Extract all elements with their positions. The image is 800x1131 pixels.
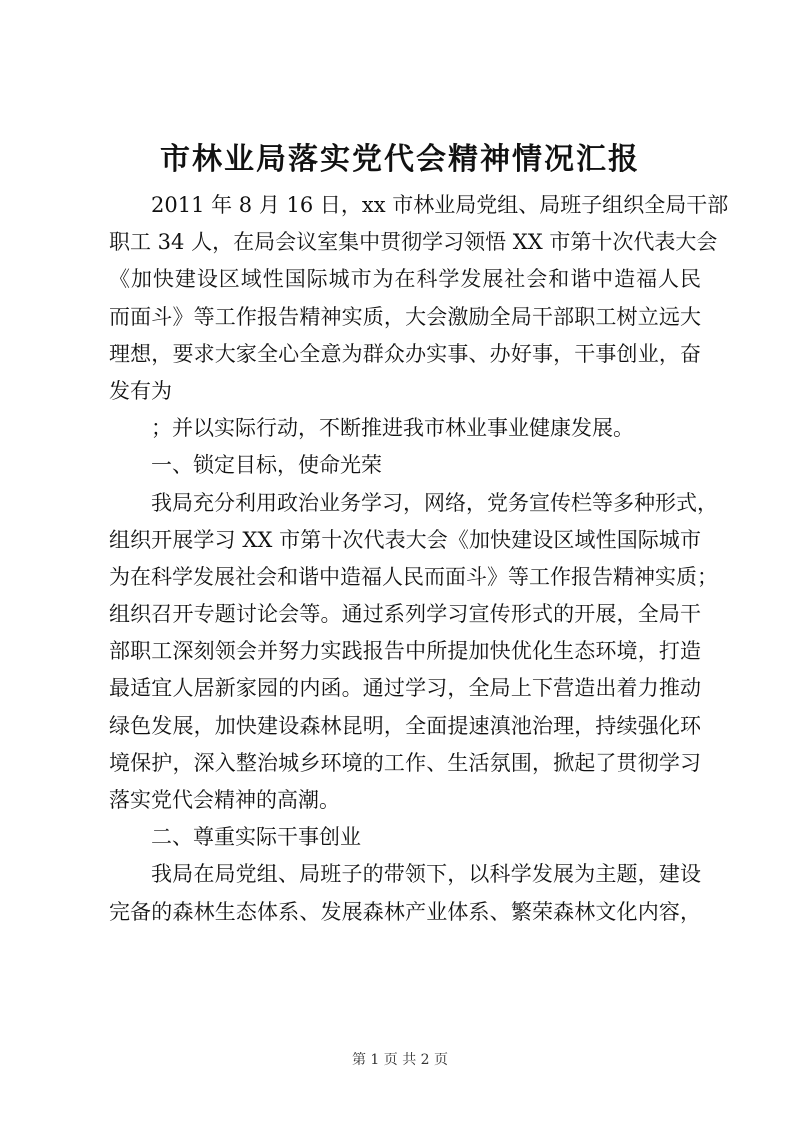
paragraph-line: 而面斗》等工作报告精神实质，大会激励全局干部职工树立远大 <box>109 304 701 329</box>
paragraph-line: 境保护，深入整治城乡环境的工作、生活氛围，掀起了贯彻学习 <box>109 750 701 775</box>
document-body <box>109 187 729 931</box>
paragraph-line: 2011 年 8 月 16 日，xx 市林业局党组、局班子组织全局干部 <box>151 193 729 217</box>
paragraph-line: 最适宜人居新家园的内函。通过学习，全局上下营造出着力推动 <box>109 676 701 701</box>
document-title: 市林业局落实党代会精神情况汇报 <box>160 142 640 177</box>
paragraph-line: 完备的森林生态体系、发展森林产业体系、繁荣森林文化内容， <box>109 899 701 924</box>
paragraph-line: 组织开展学习 XX 市第十次代表大会《加快建设区域性国际城市 <box>109 527 701 552</box>
paragraph-line: 《加快建设区域性国际城市为在科学发展社会和谐中造福人民 <box>109 267 701 292</box>
paragraph-line: 我局充分利用政治业务学习，网络，党务宣传栏等多种形式， <box>151 490 718 515</box>
paragraph-line: 我局在局党组、局班子的带领下，以科学发展为主题，建设 <box>151 862 701 887</box>
section-heading: 二、尊重实际干事创业 <box>151 825 361 850</box>
section-heading: 一、锁定目标，使命光荣 <box>151 453 382 478</box>
paragraph-line: 职工 34 人，在局会议室集中贯彻学习领悟 XX 市第十次代表大会 <box>109 230 718 255</box>
paragraph-line: 组织召开专题讨论会等。通过系列学习宣传形式的开展，全局干 <box>109 602 701 627</box>
paragraph-line: 为在科学发展社会和谐中造福人民而面斗》等工作报告精神实质； <box>109 564 718 589</box>
paragraph-line: 绿色发展，加快建设森林昆明，全面提速滇池治理，持续强化环 <box>109 713 701 738</box>
page-footer: 第 1 页 共 2 页 <box>351 1052 449 1068</box>
paragraph-line: 落实党代会精神的高潮。 <box>109 788 340 812</box>
paragraph-line: 部职工深刻领会并努力实践报告中所提加快优化生态环境，打造 <box>109 639 701 664</box>
paragraph-line: 发有为 <box>109 378 172 403</box>
paragraph-line: ；并以实际行动，不断推进我市林业事业健康发展。 <box>151 416 634 441</box>
paragraph-line: 理想，要求大家全心全意为群众办实事、办好事，干事创业，奋 <box>109 341 701 366</box>
